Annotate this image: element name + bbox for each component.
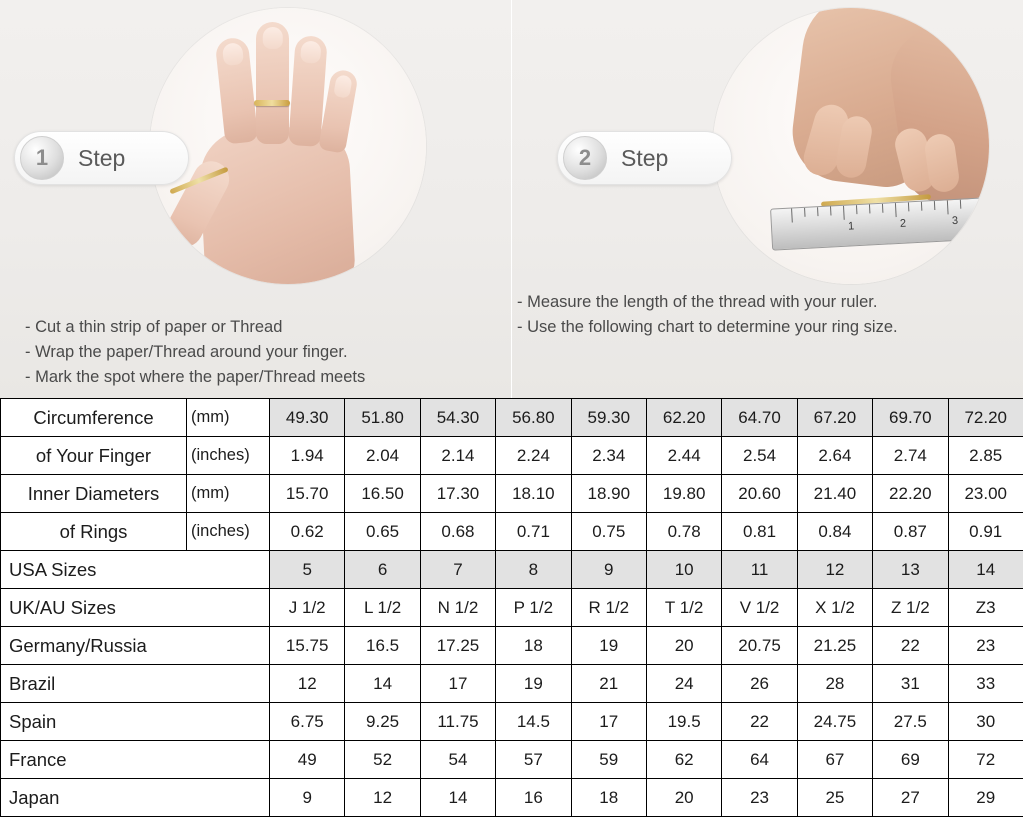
cell: 2.85 — [948, 437, 1023, 475]
cell: 17.30 — [420, 475, 495, 513]
cell: 2.24 — [496, 437, 571, 475]
step-number: 2 — [563, 136, 607, 180]
ruler-tick — [895, 203, 897, 217]
cell: 13 — [873, 551, 948, 589]
ruler-tick — [791, 209, 793, 223]
step-1-instructions — [25, 315, 495, 390]
cell: 62 — [646, 741, 721, 779]
cell: 0.91 — [948, 513, 1023, 551]
cell: 16.50 — [345, 475, 420, 513]
table-row — [1, 589, 1023, 627]
row-label-japan: Japan — [1, 779, 270, 817]
row-label-brazil: Brazil — [1, 665, 270, 703]
cell: 31 — [873, 665, 948, 703]
cell: 27.5 — [873, 703, 948, 741]
ruler-tick — [960, 200, 961, 209]
cell: 14 — [420, 779, 495, 817]
cell: X 1/2 — [797, 589, 872, 627]
cell: 24 — [646, 665, 721, 703]
ruler-tick — [882, 204, 883, 213]
cell: Z 1/2 — [873, 589, 948, 627]
step-1-panel — [0, 0, 511, 398]
cell: 17 — [420, 665, 495, 703]
cell: Z3 — [948, 589, 1023, 627]
cell: 6 — [345, 551, 420, 589]
cell: 49 — [270, 741, 345, 779]
cell: 11 — [722, 551, 797, 589]
cell: 54.30 — [420, 399, 495, 437]
ruler-tick — [947, 200, 949, 214]
cell: 64 — [722, 741, 797, 779]
cell: 69 — [873, 741, 948, 779]
table-row — [1, 437, 1023, 475]
cell: 2.74 — [873, 437, 948, 475]
row-label-usa-sizes: USA Sizes — [1, 551, 270, 589]
cell: 27 — [873, 779, 948, 817]
cell: 2.64 — [797, 437, 872, 475]
cell: 33 — [948, 665, 1023, 703]
instruction-line: - Use the following chart to determine your ring size. — [517, 318, 898, 336]
cell: 51.80 — [345, 399, 420, 437]
table-row — [1, 665, 1023, 703]
cell: 5 — [270, 551, 345, 589]
cell: 17 — [571, 703, 646, 741]
fingernail — [262, 27, 282, 49]
ruler-tick — [921, 202, 922, 211]
cell: 2.04 — [345, 437, 420, 475]
cell: 54 — [420, 741, 495, 779]
row-unit: (mm) — [187, 475, 270, 513]
steps-section — [0, 0, 1023, 398]
cell: 16.5 — [345, 627, 420, 665]
row-label-inner-diameters: Inner Diameters — [1, 475, 187, 513]
cell: 22 — [722, 703, 797, 741]
step-2-panel — [511, 0, 1023, 398]
cell: 22 — [873, 627, 948, 665]
ruler-mark: 3 — [951, 214, 959, 228]
cell: R 1/2 — [571, 589, 646, 627]
cell: 64.70 — [722, 399, 797, 437]
cell: 25 — [797, 779, 872, 817]
row-unit: (inches) — [187, 437, 270, 475]
table-row — [1, 551, 1023, 589]
cell: L 1/2 — [345, 589, 420, 627]
cell: 23 — [722, 779, 797, 817]
fingernail — [221, 42, 244, 66]
cell: 18 — [496, 627, 571, 665]
cell: 8 — [496, 551, 571, 589]
cell: 2.34 — [571, 437, 646, 475]
cell: 18.10 — [496, 475, 571, 513]
cell: 52 — [345, 741, 420, 779]
step-2-instructions — [517, 290, 1017, 340]
cell: 21 — [571, 665, 646, 703]
cell: T 1/2 — [646, 589, 721, 627]
row-label-circumference: Circumference — [1, 399, 187, 437]
cell: 12 — [270, 665, 345, 703]
cell: 16 — [496, 779, 571, 817]
ruler-tick — [869, 204, 870, 213]
cell: 19 — [571, 627, 646, 665]
ruler-tick — [908, 202, 909, 211]
cell: 11.75 — [420, 703, 495, 741]
cell: 0.71 — [496, 513, 571, 551]
cell: 72.20 — [948, 399, 1023, 437]
table-row — [1, 703, 1023, 741]
cell: 20 — [646, 627, 721, 665]
instruction-line: - Mark the spot where the paper/Thread meets — [25, 368, 366, 386]
cell: 19.80 — [646, 475, 721, 513]
ruler-tick — [804, 208, 805, 217]
cell: 57 — [496, 741, 571, 779]
finger-middle — [256, 22, 289, 144]
ruler-tick — [830, 206, 831, 215]
cell: P 1/2 — [496, 589, 571, 627]
cell: 67 — [797, 741, 872, 779]
cell: 29 — [948, 779, 1023, 817]
ruler-mark: 1 — [847, 220, 855, 233]
cell: 0.84 — [797, 513, 872, 551]
ring-size-table — [0, 398, 1023, 817]
cell: 72 — [948, 741, 1023, 779]
cell: 0.78 — [646, 513, 721, 551]
fingernail — [333, 74, 353, 99]
step-1-badge — [14, 131, 189, 185]
cell: 14.5 — [496, 703, 571, 741]
cell: 15.75 — [270, 627, 345, 665]
cell: 15.70 — [270, 475, 345, 513]
cell: 20 — [646, 779, 721, 817]
table-row — [1, 513, 1023, 551]
thread-wrap-on-finger — [254, 100, 290, 106]
cell: 18.90 — [571, 475, 646, 513]
thread-measured-with-ruler-photo — [713, 8, 989, 284]
cell: 20.60 — [722, 475, 797, 513]
cell: 19.5 — [646, 703, 721, 741]
cell: 56.80 — [496, 399, 571, 437]
cell: N 1/2 — [420, 589, 495, 627]
cell: 26 — [722, 665, 797, 703]
ruler-tick — [843, 206, 845, 220]
cell: 24.75 — [797, 703, 872, 741]
cell: 49.30 — [270, 399, 345, 437]
table-row — [1, 475, 1023, 513]
cell: 0.87 — [873, 513, 948, 551]
cell: 22.20 — [873, 475, 948, 513]
cell: 6.75 — [270, 703, 345, 741]
cell: 18 — [571, 779, 646, 817]
cell: 2.54 — [722, 437, 797, 475]
cell: 20.75 — [722, 627, 797, 665]
cell: 2.14 — [420, 437, 495, 475]
row-label-spain: Spain — [1, 703, 270, 741]
hand-with-thread-photo — [150, 8, 426, 284]
cell: 1.94 — [270, 437, 345, 475]
cell: 23 — [948, 627, 1023, 665]
step-number: 1 — [20, 136, 64, 180]
cell: 30 — [948, 703, 1023, 741]
cell: 69.70 — [873, 399, 948, 437]
cell: J 1/2 — [270, 589, 345, 627]
cell: 0.62 — [270, 513, 345, 551]
cell: 9 — [270, 779, 345, 817]
instruction-line: - Measure the length of the thread with your ruler. — [517, 293, 878, 311]
cell: 7 — [420, 551, 495, 589]
cell: 14 — [345, 665, 420, 703]
row-label-inner-diameters-2: of Rings — [1, 513, 187, 551]
cell: 21.40 — [797, 475, 872, 513]
cell: 17.25 — [420, 627, 495, 665]
step-2-badge — [557, 131, 732, 185]
cell: 59.30 — [571, 399, 646, 437]
cell: 12 — [345, 779, 420, 817]
cell: 0.81 — [722, 513, 797, 551]
cell: 19 — [496, 665, 571, 703]
row-label-circumference-2: of Your Finger — [1, 437, 187, 475]
ruler-tick — [934, 201, 935, 210]
ruler-tick — [817, 207, 818, 216]
step-label: Step — [621, 144, 669, 171]
fingernail — [300, 40, 321, 63]
row-label-uk-au-sizes: UK/AU Sizes — [1, 589, 270, 627]
cell: 12 — [797, 551, 872, 589]
row-unit: (mm) — [187, 399, 270, 437]
table-row — [1, 741, 1023, 779]
table-row — [1, 627, 1023, 665]
cell: 28 — [797, 665, 872, 703]
instruction-line: - Wrap the paper/Thread around your finger. — [25, 343, 348, 361]
ruler-mark: 2 — [899, 217, 907, 230]
row-unit: (inches) — [187, 513, 270, 551]
table-row — [1, 399, 1023, 437]
cell: 9 — [571, 551, 646, 589]
cell: 14 — [948, 551, 1023, 589]
cell: 9.25 — [345, 703, 420, 741]
instruction-line: - Cut a thin strip of paper or Thread — [25, 318, 283, 336]
table-row — [1, 779, 1023, 817]
ring-size-table-wrapper — [0, 398, 1023, 826]
cell: 0.75 — [571, 513, 646, 551]
cell: 10 — [646, 551, 721, 589]
cell: 67.20 — [797, 399, 872, 437]
cell: 0.68 — [420, 513, 495, 551]
cell: 0.65 — [345, 513, 420, 551]
cell: 62.20 — [646, 399, 721, 437]
row-label-germany-russia: Germany/Russia — [1, 627, 270, 665]
cell: 2.44 — [646, 437, 721, 475]
cell: 59 — [571, 741, 646, 779]
cell: 21.25 — [797, 627, 872, 665]
row-label-france: France — [1, 741, 270, 779]
cell: 23.00 — [948, 475, 1023, 513]
cell: V 1/2 — [722, 589, 797, 627]
step-label: Step — [78, 144, 126, 171]
ruler-tick — [856, 205, 857, 214]
